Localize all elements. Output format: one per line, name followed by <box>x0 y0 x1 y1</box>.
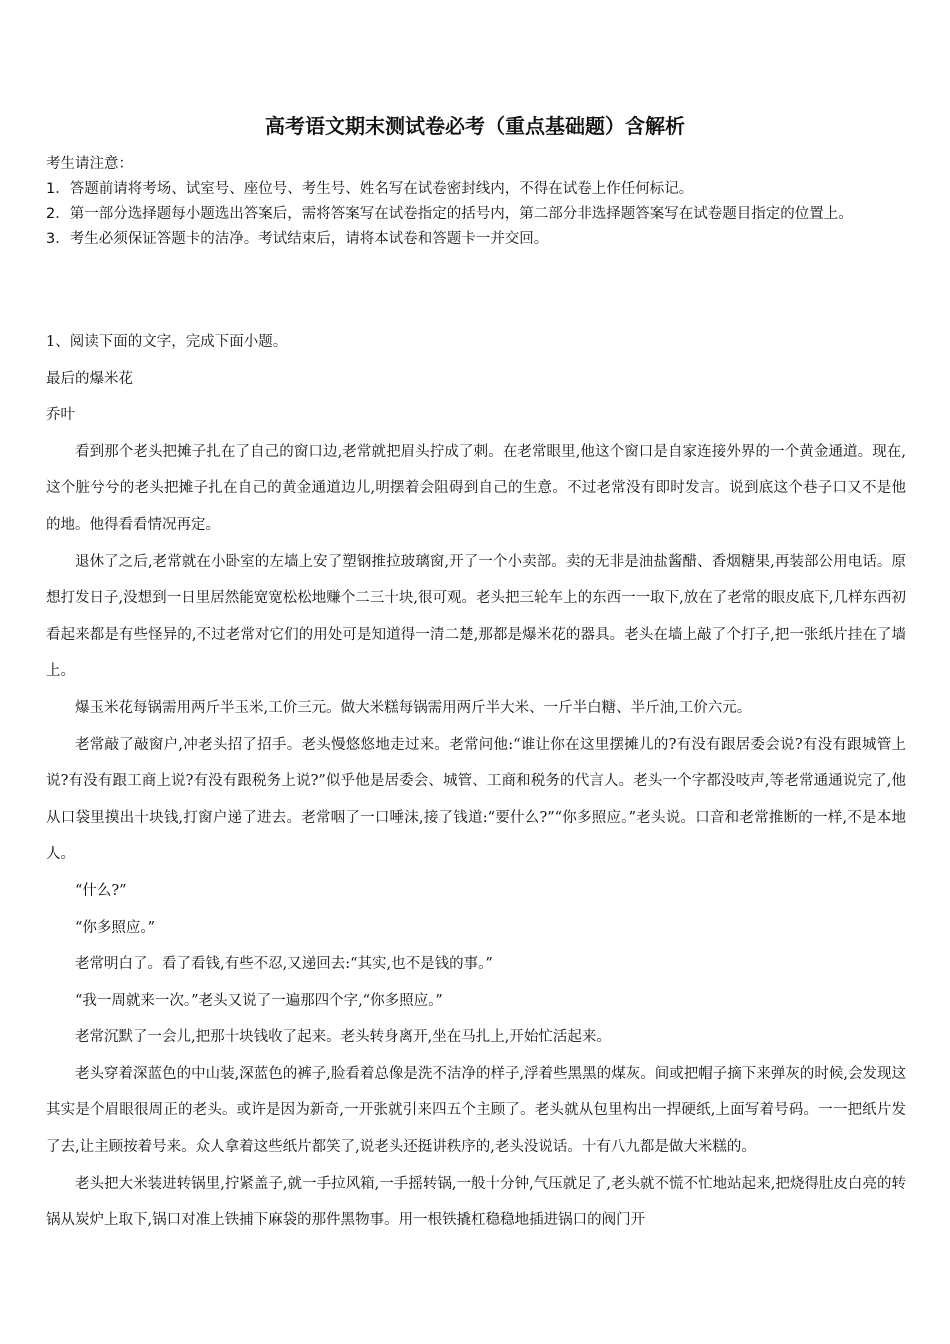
story-author: 乔叶 <box>46 407 75 424</box>
document-title: 高考语文期末测试卷必考（重点基础题）含解析 <box>265 114 685 138</box>
notice-item: 3．考生必须保证答题卡的洁净。考试结束后，请将本试卷和答题卡一并交回。 <box>46 231 549 247</box>
notice-item: 1．答题前请将考场、试室号、座位号、考生号、姓名写在试卷密封线内，不得在试卷上作任何标记。 <box>46 181 694 197</box>
story-paragraph: 老常沉默了一会儿,把那十块钱收了起来。老头转身离开,坐在马扎上,开始忙活起来。 <box>75 1029 611 1046</box>
story-paragraph: 老头穿着深蓝色的中山装,深蓝色的裤子,脸看着总像是洗不洁净的样子,浮着些黑黑的煤灰。间或把帽子摘下来弹灰的时候,会发现这其实是个眉眼很周正的老头。或许是因为新奇,一开张就引来四五个主顾了。老头就从包里构出一捍硬纸,上面写着号码。一一把纸片发了去,让主顾按着号来。众人拿着这些纸片都笑了,说老头还挺讲秩序的,老头没说话。十有八九都是做大米糕的。 <box>46 1065 906 1156</box>
reading-passage <box>46 324 906 1239</box>
story-paragraph: 老常明白了。看了看钱,有些不忍,又递回去:“其实,也不是钱的事。” <box>75 956 493 973</box>
story-title: 最后的爆米花 <box>46 370 133 387</box>
story-paragraph: “什么?” <box>75 882 127 899</box>
story-paragraph: “你多照应。” <box>75 919 156 936</box>
story-paragraph: 老头把大米装进转锅里,拧紧盖子,就一手拉风箱,一手摇转锅,一般十分钟,气压就足了,老头就不慌不忙地站起来,把烧得肚皮白亮的转锅从炭炉上取下,锅口对准上铁捕下麻袋的那件黑物事。用一根铁撬杠稳稳地插进锅口的阀门开 <box>46 1175 906 1229</box>
story-paragraph: 退休了之后,老常就在小卧室的左墙上安了塑钢推拉玻璃窗,开了一个小卖部。卖的无非是油盐酱醋、香烟糖果,再装部公用电话。原想打发日子,没想到一日里居然能宽宽松松地赚个二三十块,很可观。老头把三轮车上的东西一一取下,放在了老常的眼皮底下,几样东西初看起来都是有些怪异的,不过老常对它们的用处可是知道得一清二楚,那都是爆米花的器具。老头在墙上敲了个打子,把一张纸片挂在了墙上。 <box>46 553 906 680</box>
story-paragraph: “我一周就来一次。”老头又说了一遍那四个字,“你多照应。” <box>75 992 443 1009</box>
question-instruction: 1、阅读下面的文字，完成下面小题。 <box>46 334 288 350</box>
story-paragraph: 老常敲了敲窗户,冲老头招了招手。老头慢悠悠地走过来。老常问他:“谁让你在这里摆摊儿的?有没有跟居委会说?有没有跟城管上说?有没有跟工商上说?有没有跟税务上说?”似乎他是居委会、城管、工商和税务的代言人。老头一个字都没吱声,等老常通通说完了,他从口袋里摸出十块钱,打窗户递了进去。老常咽了一口唾沫,接了钱道:“要什么?”“你多照应。”老头说。口音和老常推断的一样,不是本地人。 <box>46 736 906 863</box>
story-paragraph: 爆玉米花每锅需用两斤半玉米,工价三元。做大米糕每锅需用两斤半大米、一斤半白糖、半斤油,工价六元。 <box>75 699 752 716</box>
exam-notice <box>46 152 906 252</box>
notice-item: 2．第一部分选择题每小题选出答案后，需将答案写在试卷指定的括号内，第二部分非选择题答案写在试卷题目指定的位置上。 <box>46 206 853 222</box>
notice-heading: 考生请注意： <box>46 156 133 172</box>
story-paragraph: 看到那个老头把摊子扎在了自己的窗口边,老常就把眉头拧成了刺。在老常眼里,他这个窗口是自家连接外界的一个黄金通道。现在,这个脏兮兮的老头把摊子扎在自己的黄金通道边儿,明摆着会阻碍到自己的生意。不过老常没有即时发言。说到底这个巷子口又不是他的地。他得看看情况再定。 <box>46 443 906 533</box>
